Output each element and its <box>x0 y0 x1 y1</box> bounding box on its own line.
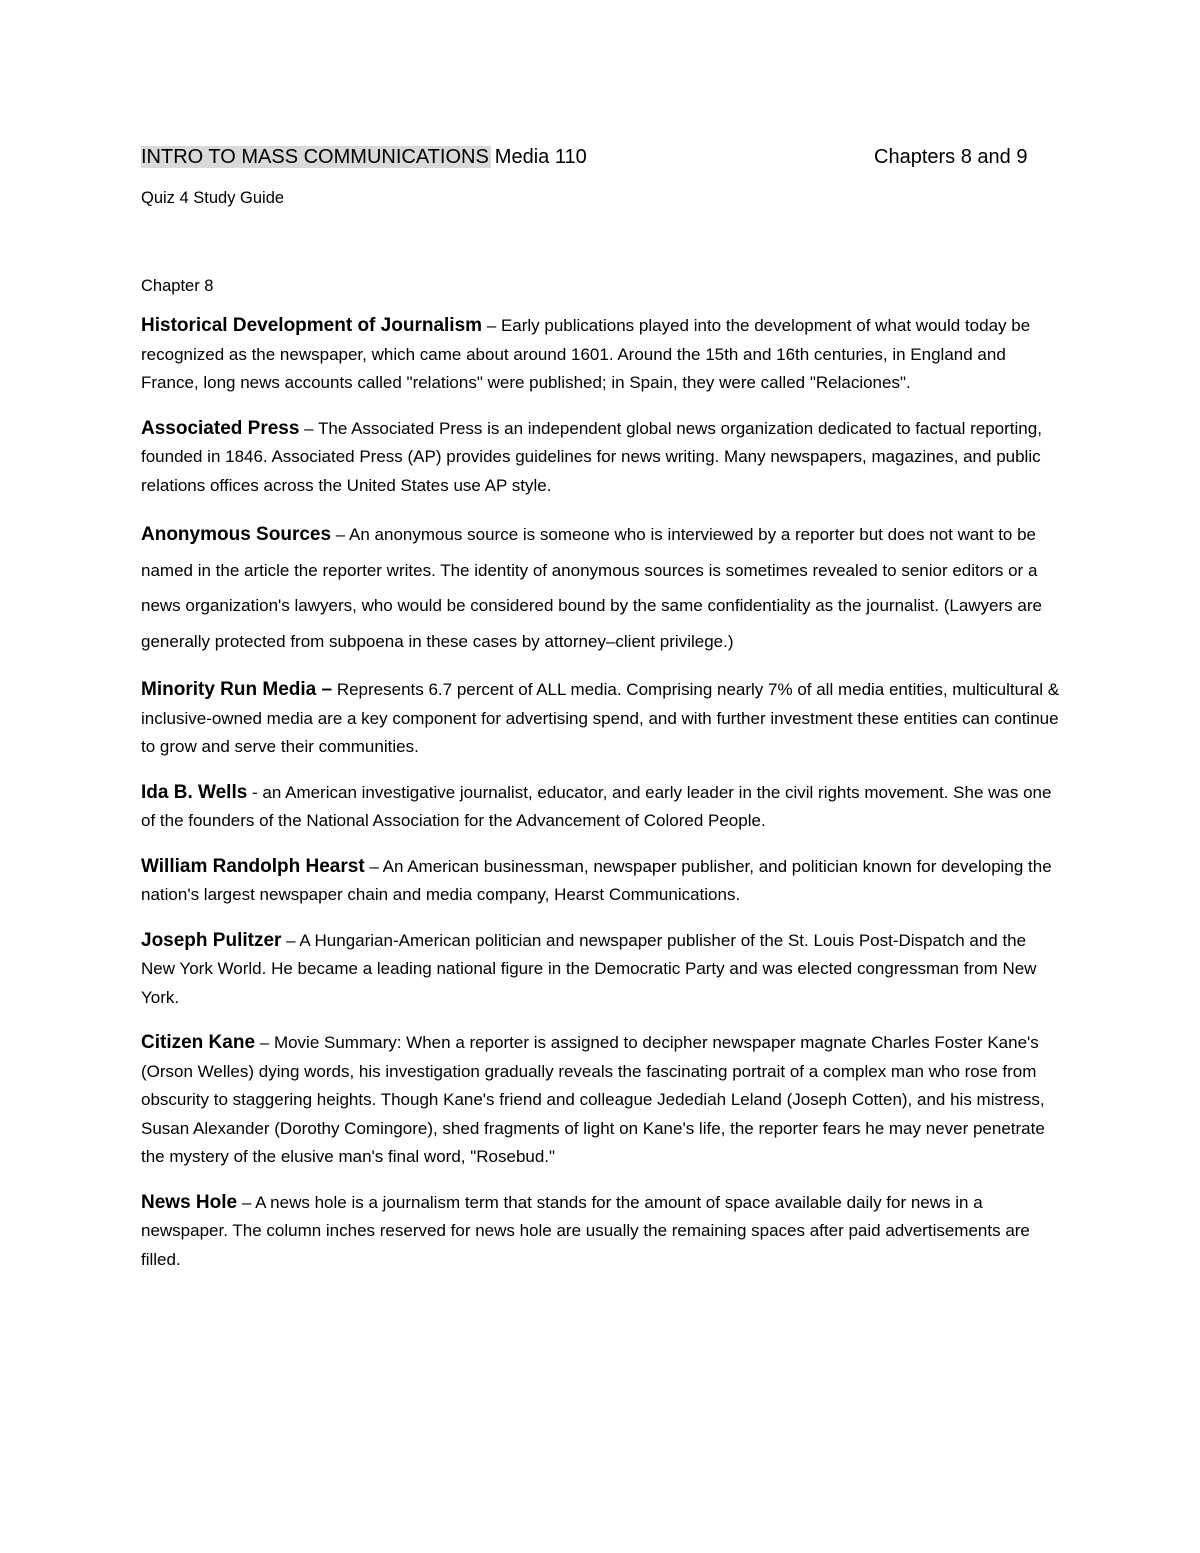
course-title: INTRO TO MASS COMMUNICATIONS <box>141 146 489 168</box>
entry-definition: An American businessman, newspaper publisher, and politician known for developing the nation's largest newspaper chain and media company, Hearst Communications. <box>141 856 1052 904</box>
entry-definition: A news hole is a journalism term that stands for the amount of space available daily for news in a newspaper. The column inches reserved for news hole are usually the remaining spaces after paid advertisements are filled. <box>141 1192 1030 1269</box>
entry-associated-press <box>141 415 1061 501</box>
section-heading: Chapter 8 <box>141 277 214 295</box>
entry-minority-run-media <box>141 676 1061 762</box>
entry-citizen-kane <box>141 1029 1061 1172</box>
entry-separator: – <box>281 930 300 950</box>
document-page <box>141 140 1061 1291</box>
entry-definition: The Associated Press is an independent global news organization dedicated to factual reporting, founded in 1846. Associated Press (AP) provides guidelines for news writing. Many newspapers, magazines, and public relations offices across the United States use AP style. <box>141 418 1042 495</box>
entry-definition: An anonymous source is someone who is interviewed by a reporter but does not want to be named in the article the reporter writes. The identity of anonymous sources is sometimes revealed to senior editors or a news organization's lawyers, who would be considered bound by the same confidentiality as the journalist. (Lawyers are generally protected from subpoena in these cases by attorney–client privilege.) <box>141 525 1042 651</box>
entry-william-randolph-hearst <box>141 853 1061 910</box>
entry-separator: – <box>299 418 319 438</box>
entry-anonymous-sources <box>141 517 1061 659</box>
entry-separator: – <box>255 1033 274 1052</box>
course-number: Media 110 <box>494 146 587 168</box>
entry-separator: – <box>482 316 501 335</box>
entry-definition: Early publications played into the development of what would today be recognized as the newspaper, which came about around 1601. Around the 15th and 16th centuries, in England and France, long news accounts called "relations" were published; in Spain, they were called "Relaciones". <box>141 316 1031 392</box>
entry-separator: – <box>331 525 350 544</box>
document-subtitle: Quiz 4 Study Guide <box>141 189 285 207</box>
entry-separator: – <box>364 856 383 876</box>
entry-definition: Movie Summary: When a reporter is assigned to decipher newspaper magnate Charles Foster Kane's (Orson Welles) dying words, his investigation gradually reveals the fascinating portrait of a complex man who rose from obscurity to staggering heights. Though Kane's friend and colleague Jedediah Leland (Joseph Cotten), and his mistress, Susan Alexander (Dorothy Comingore), shed fragments of light on Kane's life, the reporter fears he may never penetrate the mystery of the elusive man's final word, "Rosebud." <box>141 1033 1045 1166</box>
entry-separator: - <box>247 782 263 802</box>
entry-term: William Randolph Hearst <box>141 855 365 877</box>
entry-joseph-pulitzer <box>141 927 1061 1013</box>
entry-ida-b-wells <box>141 779 1061 836</box>
entry-term: Minority Run Media – <box>141 679 333 700</box>
entry-term: Ida B. Wells <box>141 781 248 803</box>
entry-historical-development <box>141 312 1061 398</box>
entry-news-hole <box>141 1189 1061 1275</box>
chapters-label: Chapters 8 and 9 <box>874 146 1028 168</box>
entry-definition: an American investigative journalist, educator, and early leader in the civil rights movement. She was one of the founders of the National Association for the Advancement of Colored People. <box>141 782 1052 830</box>
entry-term: Joseph Pulitzer <box>141 929 282 951</box>
entry-definition: Represents 6.7 percent of ALL media. Comprising nearly 7% of all media entities, multicultural & inclusive-owned media are a key component for advertising spend, and with further investment these entities can continue to grow and serve their communities. <box>141 680 1060 756</box>
entry-term: Anonymous Sources <box>141 524 332 545</box>
entry-term: Citizen Kane <box>141 1032 256 1053</box>
entry-term: News Hole <box>141 1191 238 1213</box>
entry-definition: A Hungarian-American politician and newspaper publisher of the St. Louis Post-Dispatch and the New York World. He became a leading national figure in the Democratic Party and was elected congressman from New York. <box>141 930 1037 1007</box>
entry-term: Historical Development of Journalism <box>141 315 483 336</box>
entry-term: Associated Press <box>141 417 300 439</box>
entry-separator: – <box>237 1192 256 1212</box>
document-header <box>141 140 1061 174</box>
